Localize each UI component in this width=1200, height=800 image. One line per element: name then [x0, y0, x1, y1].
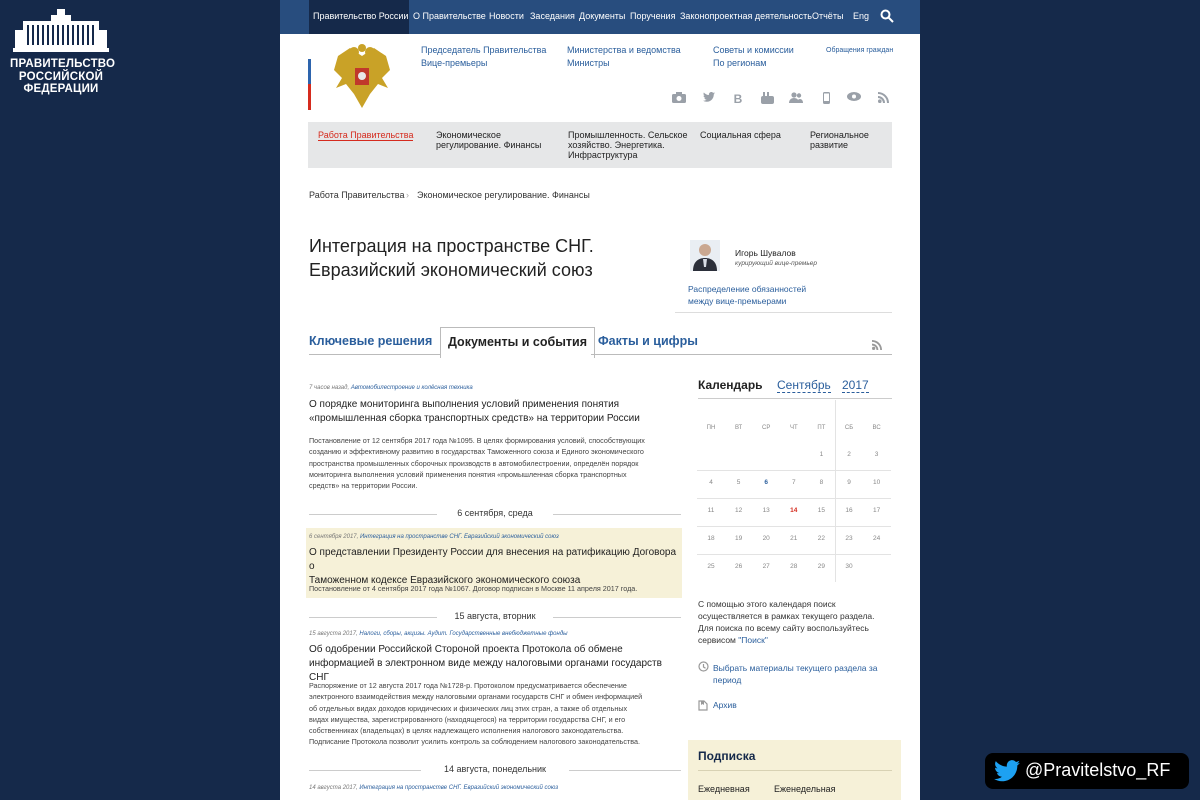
news-time: 15 августа 2017,: [309, 631, 358, 637]
calendar-day: 3: [874, 451, 879, 458]
news-title-line: «промышленная сборка транспортных средств» на территории России: [309, 413, 640, 424]
news-summary-line: собственниках (владельцах) в целях надлежащего исполнения налогового законодательства.: [309, 726, 624, 736]
calendar-row-divider: [697, 554, 891, 555]
logo-line-1: ПРАВИТЕЛЬСТВО: [10, 58, 116, 70]
calendar-day: 5: [736, 479, 741, 486]
calendar-day: 21: [790, 535, 798, 542]
calendar-vertical-divider: [835, 400, 836, 582]
section-economy[interactable]: Экономическое регулирование. Финансы: [436, 130, 542, 150]
minister-photo[interactable]: [690, 240, 720, 271]
calendar-label: Календарь: [698, 378, 763, 392]
link-ministers[interactable]: Министры: [567, 58, 610, 68]
calendar-day: 4: [709, 479, 713, 486]
logo-line-2: РОССИЙСКОЙ: [18, 70, 104, 83]
news-summary-line: пространства промышленных сборочных производств в автомобилестроении, определён порядок: [309, 458, 639, 468]
nav-item-government[interactable]: Правительство России: [309, 0, 409, 34]
tabs-rss-icon[interactable]: [872, 337, 882, 355]
calendar-day: 26: [734, 563, 743, 570]
calendar-weekday: ЧТ: [789, 425, 798, 431]
calendar-day: 18: [707, 535, 715, 542]
calendar-day: 8: [819, 479, 824, 486]
news-time: 14 августа 2017,: [309, 785, 358, 791]
news-summary-line: электронного взаимодействия между налоговыми органами государств СНГ и обмен информацией: [309, 692, 643, 702]
rss-icon[interactable]: [875, 92, 891, 106]
nav-item-news[interactable]: Новости: [489, 11, 524, 21]
separator-date: 14 августа, понедельник: [444, 764, 546, 774]
calendar-year-select[interactable]: 2017: [842, 378, 869, 392]
nav-item-about[interactable]: О Правительстве: [413, 11, 486, 21]
archive-link[interactable]: Архив: [713, 700, 737, 710]
calendar-divider: [698, 398, 892, 399]
separator-date: 6 сентября, среда: [457, 508, 533, 518]
news-meta: [309, 385, 473, 391]
duties-distribution-link[interactable]: [688, 283, 806, 307]
calendar-weekday: СР: [762, 425, 771, 431]
calendar-note-line: Для поиска по всему сайту воспользуйтесь: [698, 623, 869, 633]
page-title-line-1: Интеграция на пространстве СНГ.: [309, 236, 594, 256]
news-summary-line: видах имущества, зарегистрированного (находящегося) на территории государства СНГ, и его: [309, 714, 626, 724]
youtube-icon[interactable]: [759, 92, 775, 107]
calendar-day: 1: [819, 451, 824, 458]
calendar-weekday: ПТ: [817, 425, 826, 431]
divider: [675, 312, 892, 313]
news-title-link[interactable]: [309, 546, 679, 588]
coat-of-arms-icon[interactable]: [332, 44, 392, 115]
calendar-day: 29: [817, 563, 825, 570]
breadcrumb-chevron-icon: ›: [406, 190, 409, 200]
calendar-day: 24: [872, 535, 881, 542]
news-summary-line: Распоряжение от 12 августа 2017 года №1728-р. Протоколом предусматривается обеспечение: [309, 681, 627, 690]
calendar-day: 9: [847, 479, 851, 486]
minister-name[interactable]: Игорь Шувалов: [735, 248, 796, 258]
news-title-line: О порядке мониторинга выполнения условий применения понятия: [309, 399, 620, 410]
tab-documents-events[interactable]: Документы и события: [440, 327, 595, 358]
calendar-day: 13: [762, 507, 770, 514]
calendar-day: 27: [762, 563, 770, 570]
news-summary-line: созданию и эффективному развитию в государствах Таможенного союза и Единого экономического: [309, 447, 644, 457]
subscription-divider: [698, 770, 892, 771]
camera-icon[interactable]: [671, 92, 687, 106]
news-title-line: Об одобрении Российской Стороной проекта Протокола об обмене: [309, 644, 623, 655]
separator-line: [553, 617, 681, 618]
nav-item-english[interactable]: Eng: [853, 11, 870, 21]
breadcrumb-item-economy[interactable]: Экономическое регулирование. Финансы: [417, 190, 590, 200]
calendar-row-divider: [697, 526, 891, 527]
news-time: 6 сентября 2017,: [309, 534, 359, 540]
link-regions[interactable]: По регионам: [713, 58, 767, 68]
news-category-link[interactable]: Автомобилестроение и колёсная техника: [350, 385, 473, 391]
link-citizen-appeals[interactable]: Обращения граждан: [826, 47, 894, 54]
news-meta: [309, 785, 558, 791]
duties-link-line-1: Распределение обязанностей: [688, 284, 807, 294]
top-navigation: [280, 0, 920, 34]
calendar-day: 15: [817, 507, 825, 514]
link-ministries[interactable]: Министерства и ведомства: [567, 45, 681, 55]
government-logo[interactable]: [10, 8, 116, 96]
calendar-day: 22: [817, 535, 825, 542]
news-title-line: Таможенном кодексе Евразийского экономического союза: [309, 575, 581, 586]
calendar-day: 20: [762, 535, 770, 542]
calendar-row-divider: [697, 498, 891, 499]
news-summary: [309, 583, 681, 594]
nav-item-orders[interactable]: Поручения: [630, 11, 676, 21]
calendar-month-select[interactable]: Сентябрь: [777, 378, 831, 392]
link-vice-premiers[interactable]: Вице-премьеры: [421, 58, 488, 68]
news-category-link[interactable]: Интеграция на пространстве СНГ. Евразийский экономический союз: [359, 534, 559, 540]
duties-link-line-2: между вице-премьерами: [688, 296, 787, 306]
section-regional[interactable]: Региональное развитие: [810, 130, 869, 150]
eye-icon[interactable]: [846, 92, 862, 104]
section-industry[interactable]: Промышленность. Сельское хозяйство. Энергетика. Инфраструктура: [568, 130, 688, 160]
search-link[interactable]: "Поиск": [738, 635, 768, 645]
calendar-note-line: сервисом: [698, 635, 739, 645]
calendar-weekday: ВТ: [734, 425, 743, 431]
calendar-weekday: ПН: [706, 425, 716, 431]
news-summary: [309, 435, 681, 491]
separator-date: 15 августа, вторник: [454, 611, 536, 621]
news-summary-line: мониторинга выполнения условий применения понятия «промышленная сборка транспортных: [309, 469, 627, 479]
twitter-handle: @Pravitelstvo_RF: [1025, 760, 1171, 780]
calendar-day: 10: [872, 479, 881, 486]
news-title-link[interactable]: [309, 643, 679, 685]
calendar-day: 11: [707, 507, 715, 514]
nav-item-legislation[interactable]: Законопроектная деятельность: [680, 11, 812, 21]
subscription-box: [688, 740, 901, 800]
period-link-line: период: [713, 675, 742, 685]
subscription-daily[interactable]: Ежедневная: [698, 784, 750, 794]
people-icon[interactable]: [788, 92, 804, 106]
calendar-weekday: СБ: [844, 425, 854, 431]
page-title: [309, 234, 594, 282]
calendar-day: 17: [872, 507, 881, 514]
section-social[interactable]: Социальная сфера: [700, 130, 781, 140]
calendar-day: 2: [847, 451, 851, 458]
news-time: 7 часов назад,: [309, 385, 350, 391]
minister-role: курирующий вице-премьер: [735, 260, 817, 267]
search-icon[interactable]: [880, 9, 894, 25]
calendar-day: 16: [845, 507, 853, 514]
news-category-link[interactable]: Интеграция на пространстве СНГ. Евразийский экономический союз: [359, 785, 559, 791]
news-category-link[interactable]: Налоги, сборы, акцизы. Аудит. Государственные внебюджетные фонды: [359, 631, 568, 637]
twitter-icon[interactable]: [701, 92, 717, 105]
calendar-day[interactable]: 6: [764, 479, 768, 486]
vk-icon[interactable]: B: [733, 92, 743, 106]
logo-line-3: ФЕДЕРАЦИИ: [23, 83, 99, 95]
news-summary-line: Постановление от 4 сентября 2017 года №1067. Договор подписан в Москве 11 апреля 2017 года.: [309, 584, 638, 593]
news-summary-line: об отдельных видах доходов юридических и физических лиц этих стран, а также об отдельных: [309, 703, 628, 713]
link-councils[interactable]: Советы и комиссии: [713, 45, 794, 55]
link-chairman[interactable]: Председатель Правительства: [421, 45, 547, 55]
tab-facts-figures[interactable]: Факты и цифры: [598, 334, 698, 348]
calendar-day: 28: [790, 563, 798, 570]
news-summary: [309, 680, 681, 748]
subscription-title: Подписка: [698, 749, 756, 763]
nav-item-documents[interactable]: Документы: [579, 11, 626, 21]
calendar-day: 12: [734, 507, 743, 514]
tabs-underline-left: [309, 354, 440, 355]
archive-icon: [698, 700, 708, 714]
white-house-icon: [13, 8, 109, 54]
sections-bar: [308, 122, 892, 168]
news-meta: [309, 534, 559, 540]
subscription-weekly[interactable]: Еженедельная: [774, 784, 836, 794]
tabs-underline-right: [591, 354, 892, 355]
calendar-day: 19: [734, 535, 743, 542]
calendar-note: [698, 598, 893, 646]
section-government-work[interactable]: Работа Правительства: [318, 130, 414, 140]
nav-item-meetings[interactable]: Заседания: [530, 11, 575, 21]
news-title-line: О представлении Президенту России для внесения на ратификацию Договора о: [309, 547, 677, 572]
period-link-line: Выбрать материалы текущего раздела за: [713, 663, 878, 673]
news-title-line: информацией в электронном виде между налоговыми органами государств СНГ: [309, 658, 662, 683]
calendar-row-divider: [697, 470, 891, 471]
news-summary-line: Подписание Протокола позволит усилить контроль за соблюдением налогового законодательства.: [309, 737, 641, 747]
news-summary-line: средств» на территории России.: [309, 481, 418, 491]
flag-stripe: [308, 34, 311, 110]
calendar-day: 7: [791, 479, 796, 486]
clock-icon: [698, 661, 709, 675]
calendar-day: 14: [790, 507, 798, 514]
twitter-bird-icon: [994, 760, 1020, 787]
calendar-day: 25: [707, 563, 715, 570]
page-title-line-2: Евразийский экономический союз: [309, 260, 593, 280]
calendar-note-line: осуществляется в рамках текущего раздела.: [698, 611, 875, 621]
date-separator: [309, 508, 681, 520]
news-meta: [309, 631, 568, 637]
news-title-link[interactable]: [309, 398, 679, 426]
news-summary-line: Постановление от 12 сентября 2017 года №1095. В целях формирования условий, способствующих: [309, 436, 645, 445]
breadcrumb-item-government-work[interactable]: Работа Правительства: [309, 190, 405, 200]
calendar-day: 30: [845, 563, 853, 570]
mobile-icon[interactable]: [818, 92, 834, 107]
calendar-day: 23: [845, 535, 853, 542]
date-separator: [309, 764, 681, 776]
calendar-weekday: ВС: [872, 425, 881, 431]
tab-key-decisions[interactable]: Ключевые решения: [309, 334, 433, 348]
separator-line: [569, 770, 681, 771]
twitter-badge[interactable]: [985, 753, 1189, 789]
date-separator: [309, 611, 681, 623]
nav-item-reports[interactable]: Отчёты: [812, 11, 844, 21]
separator-line: [553, 514, 681, 515]
select-period-link[interactable]: [713, 662, 878, 686]
calendar-note-line: С помощью этого календаря поиск: [698, 599, 836, 609]
page-content: [280, 0, 920, 800]
